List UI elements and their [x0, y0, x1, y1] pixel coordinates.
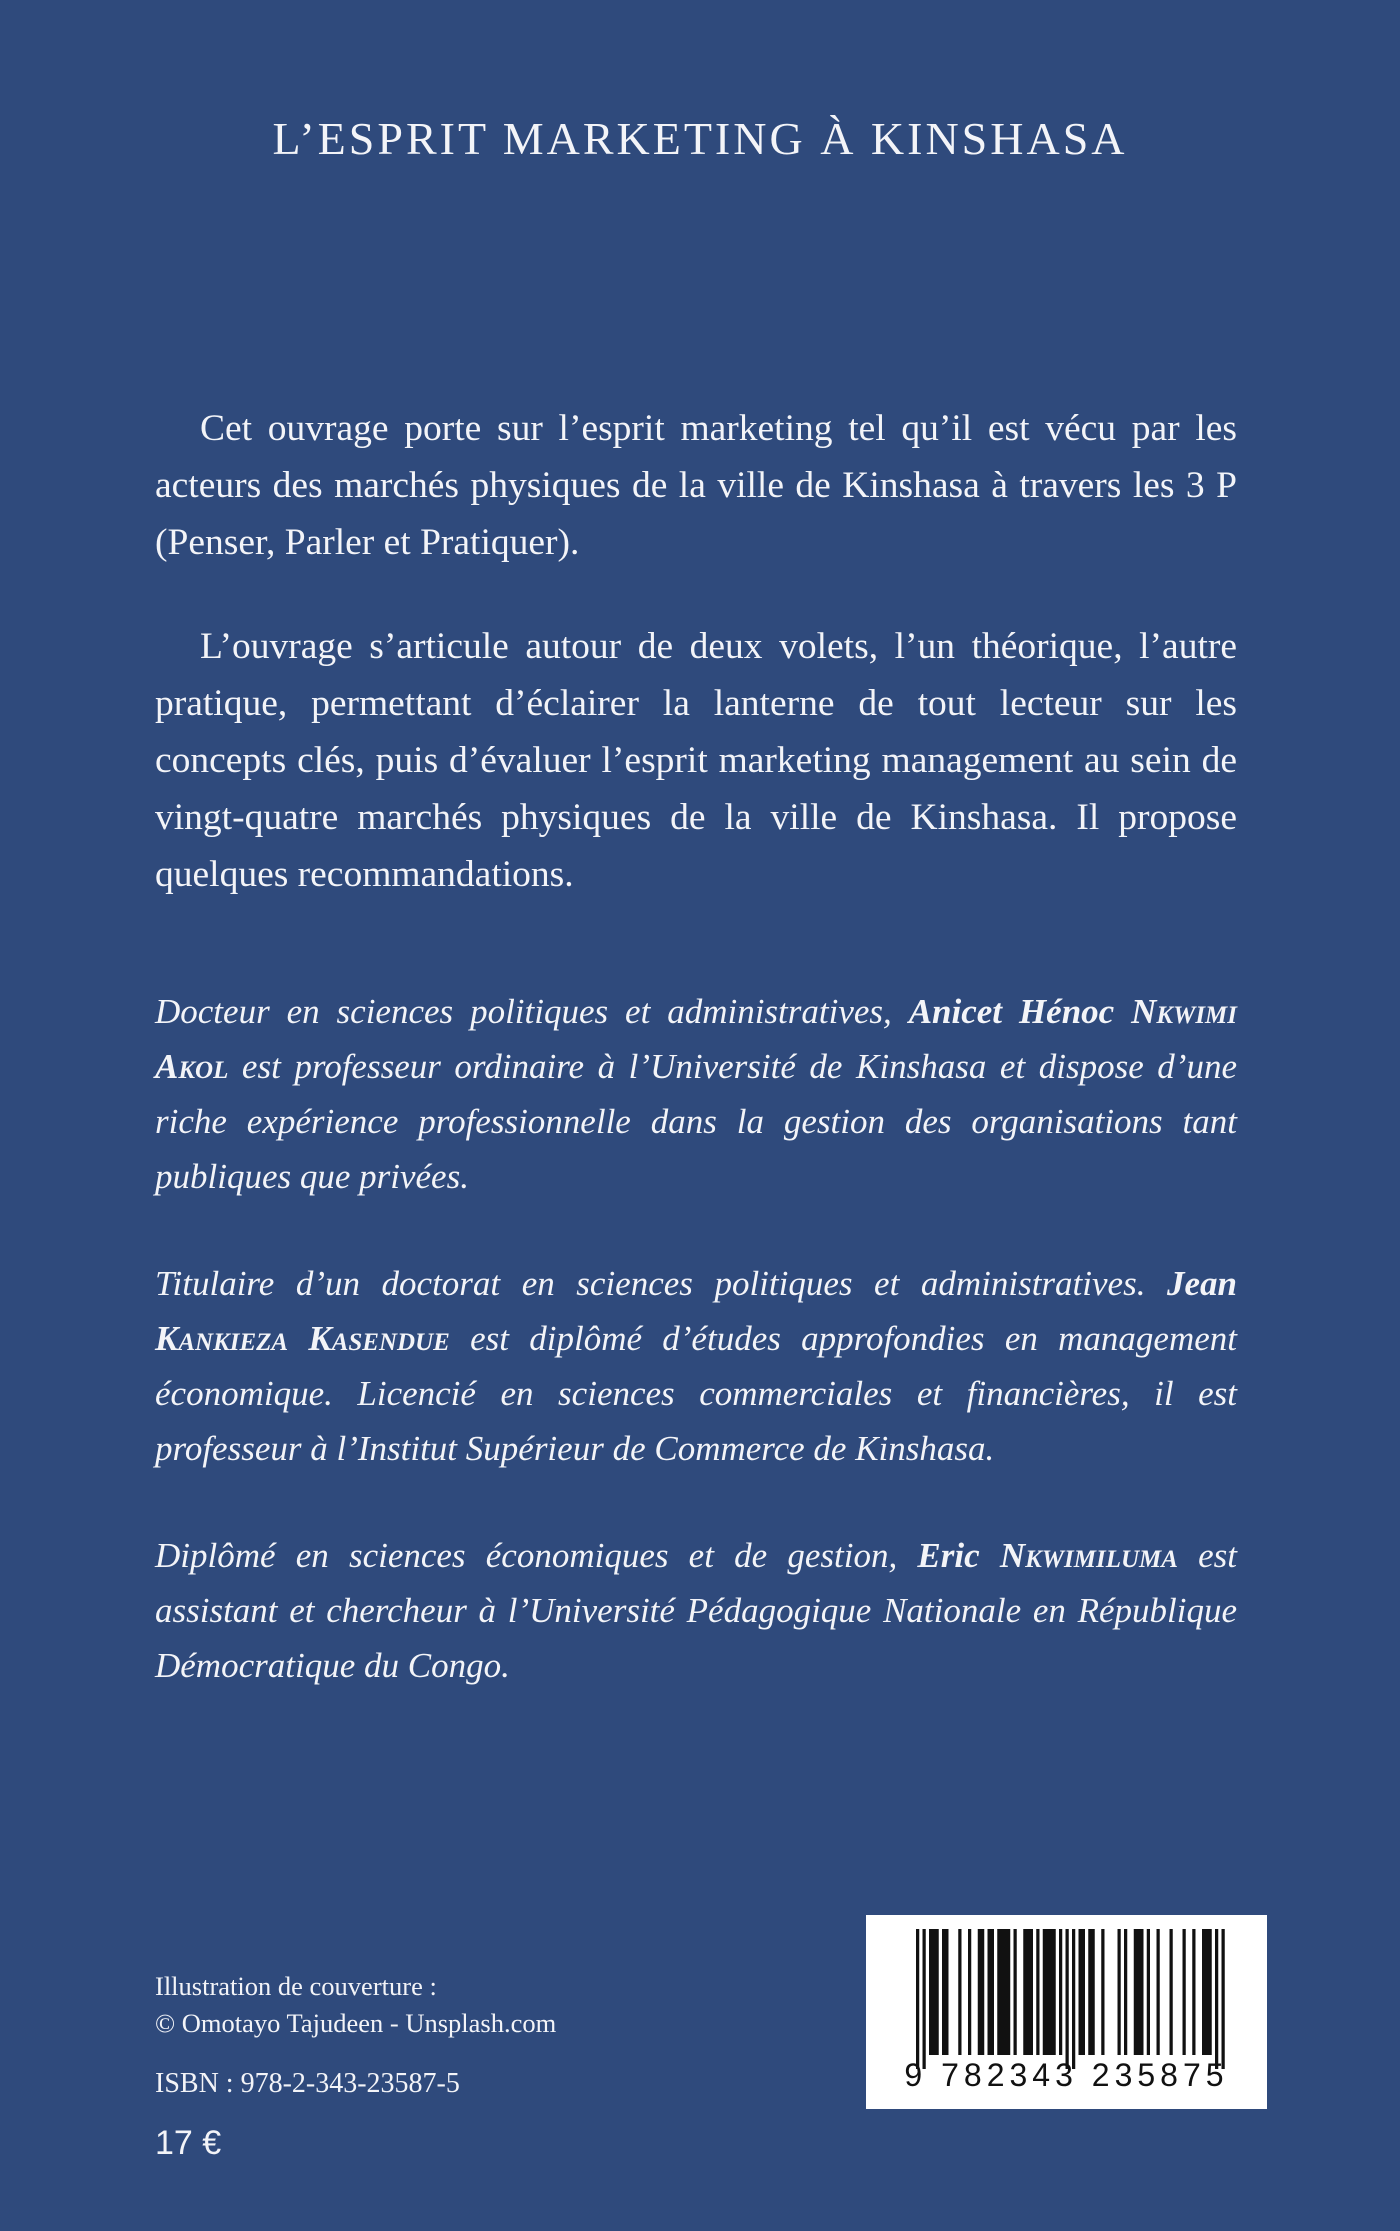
bio-text-after: est assistant et chercheur à l’Université Pédagogique Nationale en République Démocratique du Congo.: [155, 1536, 1238, 1685]
author-bio: [155, 1256, 1237, 1476]
barcode-digits: 9 782343 235875: [904, 2057, 1229, 2093]
barcode-bar: [942, 1929, 949, 2055]
author-last-name: Nkwimi Akol: [155, 992, 1238, 1086]
barcode-bar: [978, 1929, 985, 2055]
book-title: L’ESPRIT MARKETING À KINSHASA: [272, 113, 1128, 164]
barcode-bar: [1079, 1929, 1086, 2055]
barcode-bar: [1072, 1929, 1075, 2069]
cover-credits: [155, 1968, 556, 2042]
barcode-bar: [1222, 1929, 1225, 2069]
bio-text-before: Docteur en sciences politiques et administratives,: [155, 992, 909, 1031]
author-first-name: Eric: [917, 1536, 980, 1575]
barcode-bar: [1124, 1929, 1127, 2055]
barcode-bar: [1118, 1929, 1121, 2055]
barcode-bar: [968, 1929, 971, 2055]
summary-paragraph: L’ouvrage s’articule autour de deux volets, l’un théorique, l’autre pratique, permettant d’éclairer la lanterne de tout lecteur sur les concepts clés, puis d’évaluer l’esprit marketing management au sein de vingt-quatre marchés physiques de la ville de Kinshasa. Il propose quelques recommandations.: [155, 626, 1237, 895]
summary-paragraph: Cet ouvrage porte sur l’esprit marketing tel qu’il est vécu par les acteurs des marchés physiques de la ville de Kinshasa à travers les 3 P (Penser, Parler et Pratiquer).: [155, 408, 1237, 563]
author-bio: [155, 1528, 1237, 1693]
illustration-label: Illustration de couverture :: [155, 1971, 437, 2001]
barcode-bar: [1215, 1929, 1218, 2069]
bio-text-after: est professeur ordinaire à l’Université de Kinshasa et dispose d’une riche expérience professionnelle dans la gestion des organisations tant publiques que privées.: [155, 1047, 1237, 1196]
book-summary: [155, 400, 1237, 903]
barcode-bar: [929, 1929, 939, 2055]
author-name: [917, 1536, 1178, 1575]
author-last-name: Kankieza Kasendue: [155, 1319, 450, 1358]
barcode-bar: [1088, 1929, 1095, 2055]
barcode-bar: [1157, 1929, 1160, 2055]
barcode: [866, 1915, 1267, 2109]
barcode-bar: [1014, 1929, 1017, 2055]
barcode-bar: [1192, 1929, 1195, 2055]
bio-text-before: Titulaire d’un doctorat en sciences politiques et administratives.: [155, 1264, 1167, 1303]
illustration-source: © Omotayo Tajudeen - Unsplash.com: [155, 2008, 557, 2038]
barcode-bar: [958, 1929, 961, 2055]
barcode-bar: [988, 1929, 995, 2055]
barcode-bar: [1170, 1929, 1173, 2055]
barcode-bar: [1134, 1929, 1144, 2055]
barcode-bar: [1036, 1929, 1039, 2055]
barcode-bar: [1202, 1929, 1212, 2055]
author-bios: [155, 984, 1237, 1693]
bio-text-after: est diplômé d’études approfondies en management économique. Licencié en sciences commerciales et financières, il est professeur à l’Institut Supérieur de Commerce de Kinshasa.: [155, 1319, 1237, 1468]
barcode-bar: [1043, 1929, 1056, 2055]
barcode-bar: [997, 1929, 1010, 2055]
barcode-bar: [1147, 1929, 1150, 2055]
bio-text-before: Diplômé en sciences économiques et de gestion,: [155, 1536, 918, 1575]
barcode-bar: [1183, 1929, 1186, 2055]
barcode-bar: [1101, 1929, 1104, 2055]
barcode-bar: [1023, 1929, 1033, 2055]
isbn: ISBN : 978-2-343-23587-5: [155, 2068, 460, 2099]
barcode-bar: [1066, 1929, 1069, 2069]
barcode-bar: [1059, 1929, 1062, 2055]
barcode-bar: [916, 1929, 919, 2069]
price: 17 €: [155, 2124, 222, 2162]
author-last-name: Nkwimiluma: [999, 1536, 1178, 1575]
barcode-bar: [923, 1929, 926, 2069]
author-first-name: Anicet Hénoc: [908, 992, 1115, 1031]
author-bio: [155, 984, 1237, 1204]
author-first-name: Jean: [1167, 1264, 1237, 1303]
